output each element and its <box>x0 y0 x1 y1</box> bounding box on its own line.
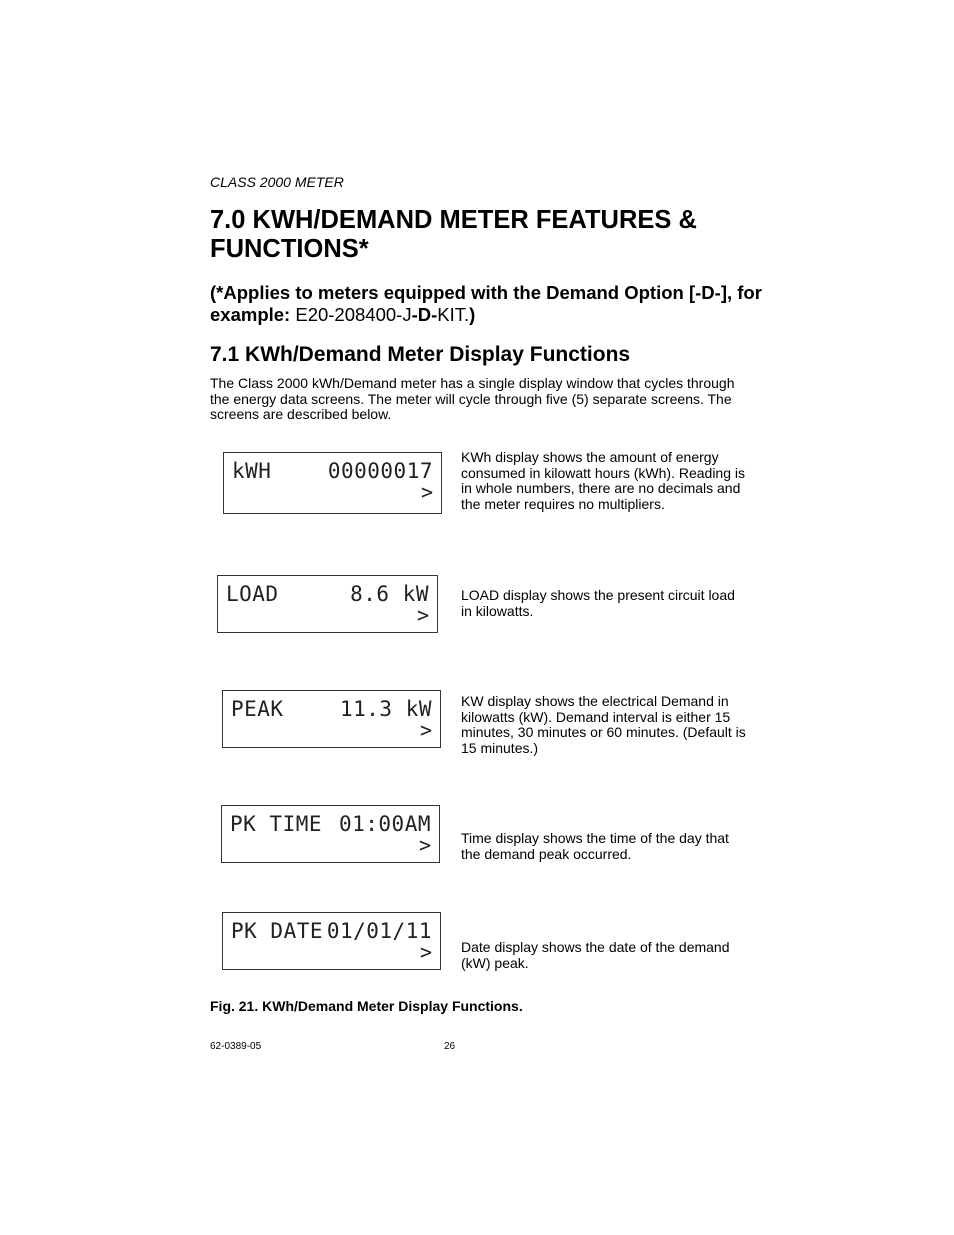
screen-description-pk-date: Date display shows the date of the demand (kW) peak. <box>461 939 730 971</box>
next-arrow-icon: > <box>418 833 431 857</box>
demand-option-note <box>210 282 770 326</box>
section-title: 7.0 KWH/DEMAND METER FEATURES & FUNCTIONS* <box>210 206 697 263</box>
next-arrow-icon: > <box>419 718 432 742</box>
note-suffix: ) <box>469 304 476 325</box>
lcd-label: kWH <box>232 459 272 483</box>
screen-description-kwh: KWh display shows the amount of energy consumed in kilowatt hours (kWh). Reading is in whole numbers, there are no decimals and the meter requires no multipliers. <box>461 449 746 512</box>
lcd-screen-load <box>217 575 438 633</box>
lcd-label: PEAK <box>231 697 284 721</box>
note-example-part-2: KIT. <box>437 304 470 325</box>
subsection-title: 7.1 KWh/Demand Meter Display Functions <box>210 343 631 366</box>
lcd-label: PK TIME <box>230 812 323 836</box>
note-example-bold: -D- <box>411 304 438 325</box>
lcd-value: 8.6 kW <box>350 582 429 606</box>
lcd-value: 00000017 <box>327 459 433 483</box>
next-arrow-icon: > <box>420 480 433 504</box>
lcd-screen-peak <box>222 690 441 748</box>
lcd-screen-kwh <box>223 452 442 514</box>
screen-description-peak: KW display shows the electrical Demand in kilowatts (kW). Demand interval is either 15 minutes, 30 minutes or 60 minutes. (Default is 15 minutes.) <box>461 693 746 756</box>
lcd-value: 01:00AM <box>338 812 431 836</box>
footer-doc-number: 62-0389-05 <box>210 1041 262 1052</box>
running-header: CLASS 2000 METER <box>210 174 344 190</box>
screen-description-pk-time: Time display shows the time of the day that the demand peak occurred. <box>461 830 729 862</box>
figure-caption: Fig. 21. KWh/Demand Meter Display Functions. <box>210 998 523 1014</box>
intro-paragraph: The Class 2000 kWh/Demand meter has a single display window that cycles through the energy data screens. The meter will cycle through five (5) separate screens. The screens are described below. <box>210 375 735 422</box>
lcd-screen-pk-date <box>222 912 441 970</box>
screen-description-load: LOAD display shows the present circuit load in kilowatts. <box>461 587 735 619</box>
next-arrow-icon: > <box>416 603 429 627</box>
note-prefix: (*Applies to meters equipped with the Demand Option [-D-], for example: <box>210 282 762 325</box>
lcd-value: 11.3 kW <box>339 697 432 721</box>
lcd-value: 01/01/11 <box>326 919 432 943</box>
lcd-label: PK DATE <box>231 919 324 943</box>
next-arrow-icon: > <box>419 940 432 964</box>
footer-page-number: 26 <box>444 1041 456 1052</box>
lcd-screen-pk-time <box>221 805 440 863</box>
note-example-part-1: E20-208400-J <box>295 304 412 325</box>
lcd-label: LOAD <box>226 582 279 606</box>
